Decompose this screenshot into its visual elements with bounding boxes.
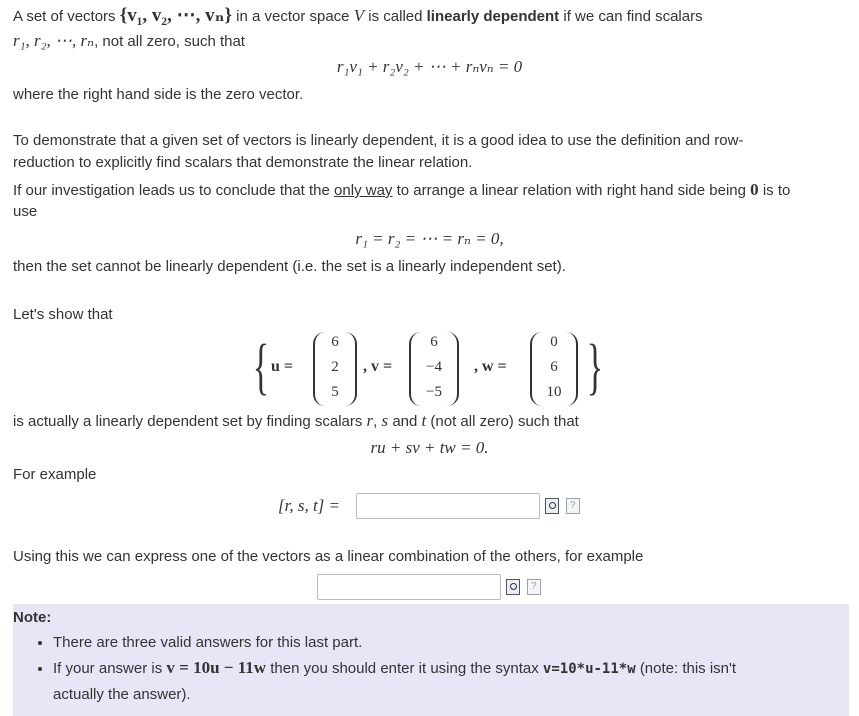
set-open-brace: {: [252, 333, 270, 401]
demonstrate-line-1: To demonstrate that a given set of vectors is linearly dependent, it is a good idea to use the definition and row-: [13, 132, 744, 149]
investigation-line-1: [13, 180, 790, 201]
u-right-paren: [345, 332, 357, 406]
answer2-preview-icon[interactable]: [506, 579, 520, 595]
intro-text-b: in a vector space: [236, 8, 350, 25]
scalars-math: r₁, r₂, ⋯, rₙ: [13, 31, 95, 50]
term-linearly-dependent: linearly dependent: [426, 8, 560, 25]
scalar-r: r: [366, 411, 374, 430]
v-entry-3: −5: [426, 384, 442, 400]
note-item-2-text: If your answer is: [53, 660, 163, 677]
zero-vector-note: where the right hand side is the zero vector.: [13, 86, 304, 103]
investigation-line-2: use: [13, 203, 38, 220]
investigation-text-b: to arrange a linear relation with right hand side being: [396, 182, 746, 199]
vector-set-math: {v₁, v₂, ⋯, vₙ}: [119, 5, 232, 26]
v-entry-1: 6: [430, 334, 438, 350]
answer2-help-icon[interactable]: [527, 579, 541, 595]
set-close-brace: }: [586, 333, 604, 401]
independent-conclusion: then the set cannot be linearly dependent (i.e. the set is a linearly independent set).: [13, 258, 566, 275]
note-item-2-text-c: (note: this isn't: [639, 660, 737, 677]
u-entry-3: 5: [331, 384, 339, 400]
u-label: u =: [271, 358, 294, 375]
answer1-label: [r, s, t] =: [278, 496, 341, 515]
equation-linear-combination: r₁v₁ + r₂v₂ + ⋯ + rₙvₙ = 0: [336, 57, 523, 76]
note-item-2-text-b: then you should enter it using the syntax: [270, 660, 539, 677]
answer2-input[interactable]: [317, 574, 501, 600]
scalar-s: s: [381, 411, 389, 430]
linear-combination-text: Using this we can express one of the vectors as a linear combination of the others, for example: [13, 548, 644, 565]
note-box: [13, 604, 849, 716]
vector-w: [530, 332, 578, 406]
space-symbol: V: [353, 6, 365, 25]
u-entry-2: 2: [331, 359, 339, 375]
w-right-paren: [566, 332, 578, 406]
zero-vector-symbol: 0: [750, 180, 759, 199]
note-syntax-code: v=10*u-11*w: [542, 661, 636, 677]
answer1-help-icon[interactable]: [566, 498, 580, 514]
equation-all-zero: r₁ = r₂ = ⋯ = rₙ = 0,: [355, 229, 504, 248]
scalar-t: t: [421, 411, 427, 430]
demonstrate-line-2: reduction to explicitly find scalars that demonstrate the linear relation.: [13, 154, 473, 171]
investigation-text: If our investigation leads us to conclude that the: [13, 182, 330, 199]
note-item-2-line-2: actually the answer).: [53, 686, 191, 703]
intro-line-1: [13, 6, 703, 27]
u-entry-1: 6: [331, 334, 339, 350]
investigation-text-c: is to: [762, 182, 791, 199]
find-scalars-line: [13, 411, 579, 432]
note-item-1: • There are three valid answers for this last part.: [53, 630, 843, 655]
and-text: and: [392, 413, 418, 430]
v-entry-2: −4: [426, 359, 442, 375]
w-entry-2: 6: [550, 359, 558, 375]
v-label: , v =: [363, 358, 393, 375]
lets-show-that: Let's show that: [13, 306, 113, 323]
intro-line-2: [13, 31, 245, 52]
note-list: [13, 630, 843, 707]
intro-text-e: , not all zero, such that: [94, 33, 245, 50]
intro-text-d: if we can find scalars: [563, 8, 703, 25]
note-title: Note:: [13, 609, 52, 626]
find-scalars-text-b: (not all zero) such that: [430, 413, 579, 430]
intro-text: A set of vectors: [13, 8, 116, 25]
vector-u: [313, 332, 357, 406]
note-example-math: v = 10u − 11w: [166, 658, 267, 677]
intro-text-c: is called: [368, 8, 423, 25]
answer1-input[interactable]: [356, 493, 540, 519]
find-scalars-text: is actually a linearly dependent set by finding scalars: [13, 413, 363, 430]
scalar-comma: ,: [373, 413, 378, 430]
w-entry-1: 0: [550, 334, 558, 350]
only-way-underlined: only way: [334, 182, 393, 199]
equation-ru-sv-tw: ru + sv + tw = 0.: [370, 438, 489, 457]
w-label: , w =: [474, 358, 507, 375]
answer1-preview-icon[interactable]: [545, 498, 559, 514]
vector-v: [409, 332, 459, 406]
v-right-paren: [447, 332, 459, 406]
w-entry-3: 10: [546, 384, 562, 400]
for-example: For example: [13, 466, 97, 483]
note-item-2: [53, 655, 843, 707]
